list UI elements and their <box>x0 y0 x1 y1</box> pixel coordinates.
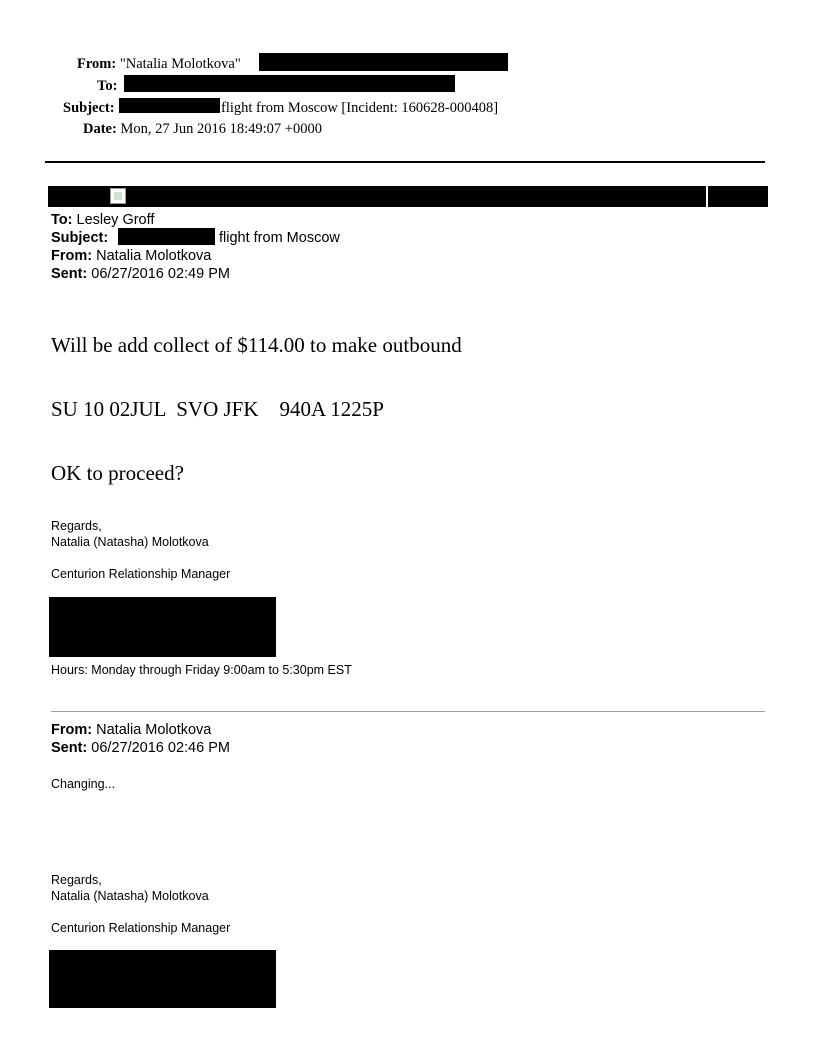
header-to-line <box>97 78 117 94</box>
msg1-regards: Regards, <box>51 519 102 533</box>
msg1-hours: Hours: Monday through Friday 9:00am to 5:30pm EST <box>51 663 352 677</box>
header-subject-line <box>63 100 115 116</box>
msg1-subject-value: flight from Moscow <box>219 230 340 246</box>
msg1-body-line2: SU 10 02JUL SVO JFK 940A 1225P <box>51 397 384 421</box>
msg2-signature-title: Centurion Relationship Manager <box>51 921 231 935</box>
redaction-to-address <box>124 75 455 92</box>
header-date-value: Mon, 27 Jun 2016 18:49:07 +0000 <box>120 121 322 137</box>
header-from-value: "Natalia Molotkova" <box>119 56 241 72</box>
header-from-line <box>77 56 241 72</box>
msg1-body-line1: Will be add collect of $114.00 to make outbound <box>51 333 462 357</box>
msg1-to-line <box>51 211 154 229</box>
header-subject-value: flight from Moscow [Incident: 160628-000408] <box>221 100 499 116</box>
redaction-subject <box>119 98 220 113</box>
msg1-from-label: From: <box>51 248 93 264</box>
msg2-from-value: Natalia Molotkova <box>96 722 212 738</box>
msg2-sent-label: Sent: <box>51 740 88 756</box>
banner-gap <box>706 186 708 207</box>
msg1-from-value: Natalia Molotkova <box>96 248 212 264</box>
header-subject-label: Subject: <box>63 100 115 116</box>
msg1-to-label: To: <box>51 212 73 228</box>
msg1-body-line3: OK to proceed? <box>51 461 184 485</box>
redaction-from-address <box>259 53 508 71</box>
broken-image-icon <box>110 188 126 204</box>
redaction-msg2-signature-block <box>49 950 276 1008</box>
header-date-label: Date: <box>83 121 117 137</box>
msg1-sent-value: 06/27/2016 02:49 PM <box>91 266 230 282</box>
redacted-banner <box>48 186 768 207</box>
header-divider <box>45 161 765 163</box>
msg1-sent-line <box>51 265 230 283</box>
msg1-from-line <box>51 247 211 265</box>
msg1-signature-title: Centurion Relationship Manager <box>51 567 231 581</box>
redaction-msg1-subject <box>118 228 215 245</box>
msg2-from-line <box>51 721 211 739</box>
msg1-signature-name: Natalia (Natasha) Molotkova <box>51 535 209 549</box>
msg2-signature-name: Natalia (Natasha) Molotkova <box>51 889 209 903</box>
msg2-regards: Regards, <box>51 873 102 887</box>
header-from-label: From: <box>77 56 117 72</box>
header-to-label: To: <box>97 78 118 94</box>
msg1-sent-label: Sent: <box>51 266 88 282</box>
msg2-from-label: From: <box>51 722 93 738</box>
msg1-subject-line <box>51 229 108 247</box>
msg1-to-value: Lesley Groff <box>76 212 155 228</box>
msg2-sent-value: 06/27/2016 02:46 PM <box>91 740 230 756</box>
msg1-subject-label: Subject: <box>51 230 109 246</box>
redaction-msg1-signature-block <box>49 597 276 657</box>
message-divider <box>51 711 765 712</box>
msg2-body: Changing... <box>51 777 115 791</box>
header-date-line <box>83 121 322 137</box>
msg2-sent-line <box>51 739 230 757</box>
